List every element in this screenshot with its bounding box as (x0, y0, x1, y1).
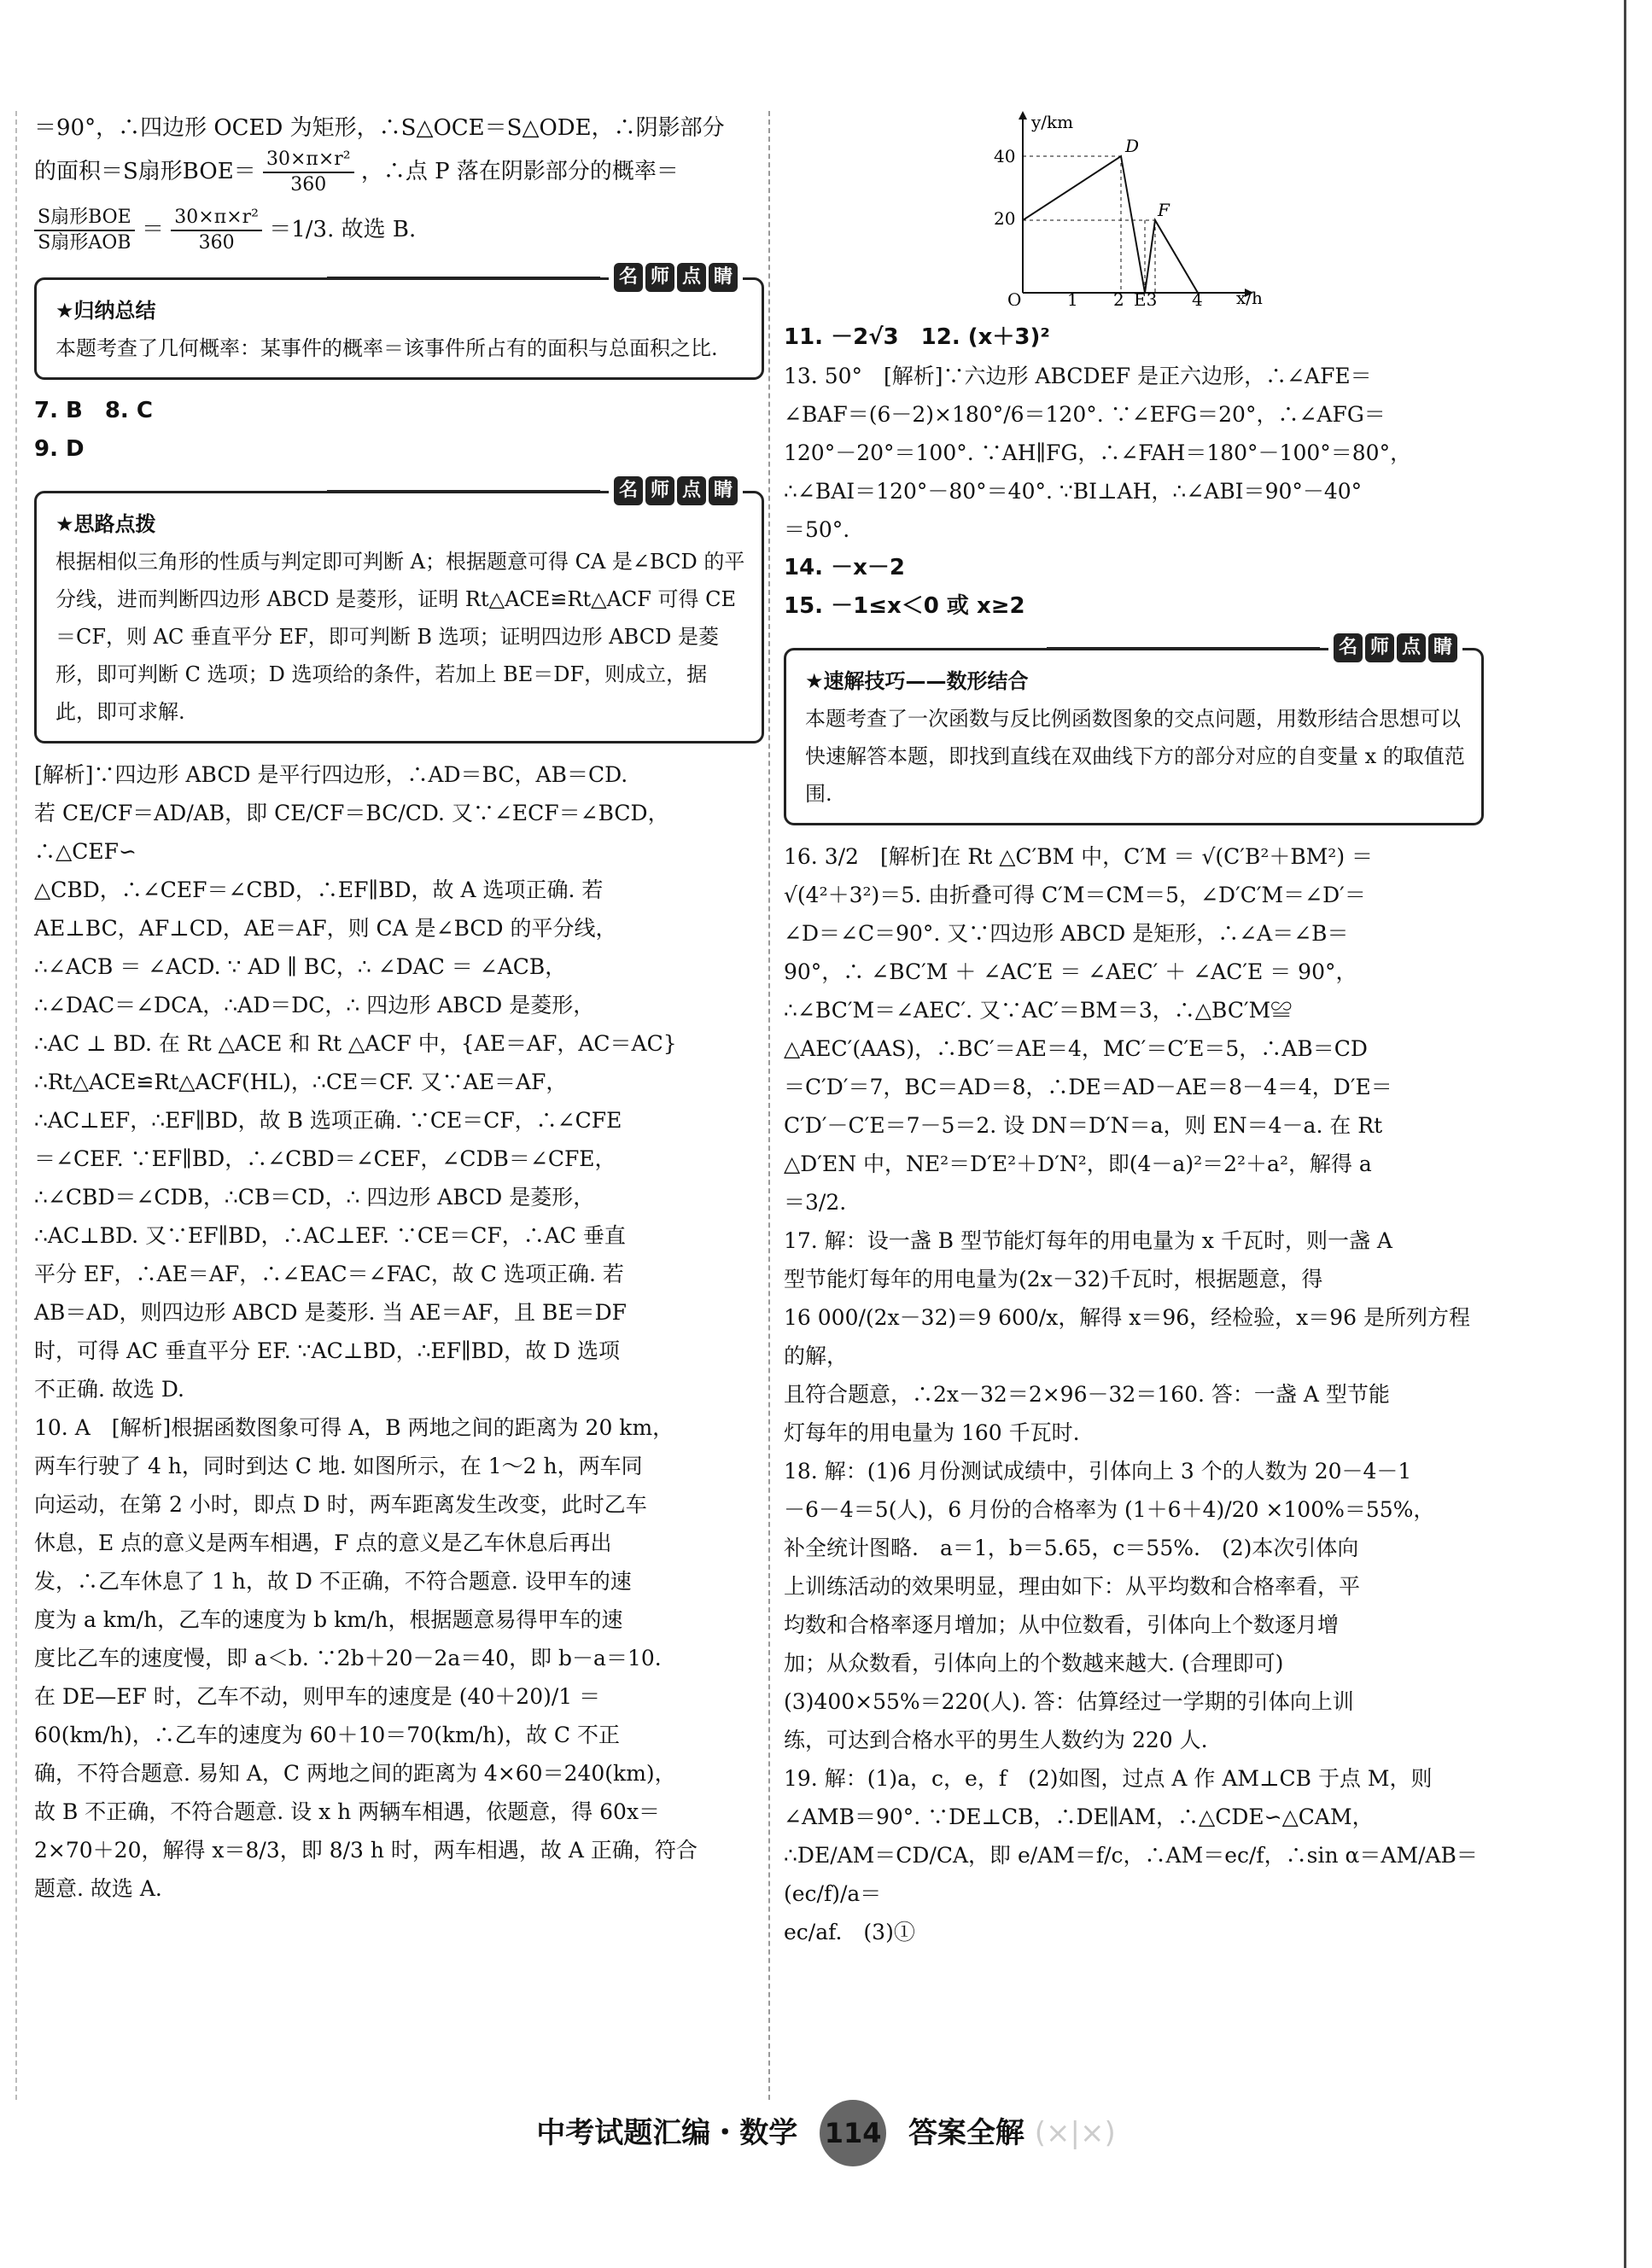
q9-analysis: [解析]∵四边形 ABCD 是平行四边形，∴AD＝BC，AB＝CD. 若 CE/CF＝AD/AB，即 CE/CF＝BC/CD. 又∵∠ECF＝∠BCD，∴△CEF∽ △CBD，∴∠CEF＝∠CBD，∴EF∥BD，故 A 选项正确. 若 AE⊥BC，AF⊥CD，AE＝AF，则 CA 是∠BCD 的平分线， ∴∠ACB ＝ ∠ACD. ∵ AD ∥ BC，∴ ∠DAC ＝ ∠ACB， ∴∠DAC＝∠DCA，∴AD＝DC，∴ 四边形 ABCD 是菱形， ∴AC ⊥ BD. 在 Rt △ACE 和 Rt △ACF 中，{AE＝AF，AC＝AC} ∴Rt△ACE≌Rt△ACF(HL)，∴CE＝CF. 又∵AE＝AF， ∴AC⊥EF，∴EF∥BD，故 B 选项正确. ∵CE＝CF，∴∠CFE ＝∠CEF. ∵EF∥BD，∴∠CBD＝∠CEF，∠CDB＝∠CFE， ∴∠CBD＝∠CDB，∴CB＝CD，∴ 四边形 ABCD 是菱形， ∴AC⊥BD. 又∵EF∥BD，∴AC⊥EF. ∵CE＝CF，∴AC 垂直 平分 EF，∴AE＝AF，∴∠EAC＝∠FAC，故 C 选项正确. 若 AB＝AD，则四边形 ABCD 是菱形. 当 AE＝AF，且 BE＝DF 时，可得 AC 垂直平分 EF. ∵AC⊥BD，∴EF∥BD，故 D 选项 不正确. 故选 D. (34, 762, 677, 1402)
page-number: 114 (820, 2100, 886, 2166)
box-title: ★思路点拨 (55, 512, 156, 536)
q6-line3: $\frac{\text{S扇形BOE}}{\text{S扇形AOB}}$ ＝ $\frac{\text{30×π×r²}}{360}$ ＝1/3. 故选 B. (34, 206, 764, 255)
answer-7-8: 7. B 8. C (34, 398, 153, 423)
tip-box-speed (784, 637, 1484, 825)
answer-11-12: 11. －2√3 12. (x＋3)² (784, 324, 1050, 350)
x-axis-label: x/h (1236, 288, 1263, 306)
page-edge (1624, 0, 1626, 2268)
q17-solution: 17. 解：设一盏 B 型节能灯每年的用电量为 x 千瓦时，则一盏 A 型节能灯每年的用电量为(2x－32)千瓦时，根据题意，得 16 000/(2x－32)＝9 600/x，解得 x＝96，经检验，x＝96 是所列方程的解， 且符合题意，∴2x－32＝2×96－32＝160. 答：一盏 A 型节能 灯每年的用电量为 160 千瓦时. (784, 1228, 1471, 1445)
q16-analysis: 16. 3/2 [解析]在 Rt △C′BM 中，C′M ＝ √(C′B²＋BM²) ＝ √(4²＋3²)＝5. 由折叠可得 C′M＝CM＝5，∠D′C′M＝∠D′＝ ∠D＝∠C＝90°. 又∵四边形 ABCD 是矩形，∴∠A＝∠B＝ 90°，∴ ∠BC′M ＋ ∠AC′E ＝ ∠AEC′ ＋ ∠AC′E ＝ 90°， ∴∠BC′M＝∠AEC′. 又∵AC′＝BM＝3，∴△BC′M≌ △AEC′(AAS)，∴BC′＝AE＝4，MC′＝C′E＝5，∴AB＝CD ＝C′D′＝7，BC＝AD＝8，∴DE＝AD－AE＝8－4＝4，D′E＝ C′D′－C′E＝7－5＝2. 设 DN＝D′N＝a，则 EN＝4－a. 在 Rt △D′EN 中，NE²＝D′E²＋D′N²，即(4－a)²＝2²＋a²，解得 a ＝3/2. (784, 844, 1392, 1215)
q6-line2: 的面积＝S扇形BOE＝ $\frac{\text{30×π×r²}}{360}$ ，∴点 P 落在阴影部分的概率＝ (34, 149, 679, 195)
probability-expansion: $\frac{\text{30×π×r²}}{360}$ (171, 206, 262, 255)
x-tick-e3: E3 (1134, 289, 1158, 306)
badge-mingshi: 名 师 点 睛 (609, 476, 743, 505)
x-tick-4: 4 (1192, 289, 1203, 306)
q10-analysis: 10. A [解析]根据函数图象可得 A，B 两地之间的距离为 20 km， 两车行驶了 4 h，同时到达 C 地. 如图所示，在 1～2 h，两车同 向运动，在第 2 小时，即点 D 时，两车距离发生改变，此时乙车 休息，E 点的意义是两车相遇，F 点的意义是乙车休息后再出 发，∴乙车休息了 1 h，故 D 不正确，不符合题意. 设甲车的速 度为 a km/h，乙车的速度为 b km/h，根据题意易得甲车的速 度比乙车的速度慢，即 a＜b. ∵2b＋20－2a＝40，即 b－a＝10. 在 DE—EF 时，乙车不动，则甲车的速度是 (40＋20)/1 ＝ 60(km/h)，∴乙车的速度为 60＋10＝70(km/h)，故 C 不正 确，不符合题意. 易知 A，C 两地之间的距离为 4×60＝240(km)， 故 B 不正确，不符合题意. 设 x h 两辆车相遇，依题意，得 60x＝ 2×70＋20，解得 x＝8/3，即 8/3 h 时，两车相遇，故 A 正确，符合 题意. 故选 A. (34, 1415, 698, 1901)
q13-analysis: 13. 50° [解析]∵六边形 ABCDEF 是正六边形，∴∠AFE＝ ∠BAF＝(6－2)×180°/6＝120°. ∵∠EFG＝20°，∴∠AFG＝ 120°－20°＝100°. ∵AH∥FG，∴∠FAH＝180°－100°＝80°， ∴∠BAI＝120°－80°＝40°. ∵BI⊥AH，∴∠ABI＝90°－40° ＝50°. (784, 364, 1412, 542)
column-divider (768, 111, 770, 2100)
tip-box-thinking (34, 480, 764, 743)
box-title: ★归纳总结 (55, 299, 156, 323)
x-tick-origin: O (1007, 289, 1022, 306)
footer-faint-mark: (×|×) (1034, 2116, 1116, 2150)
footer-section-title: 答案全解 (908, 2116, 1024, 2150)
answer-14: 14. －x－2 (784, 555, 905, 580)
answer-9: 9. D (34, 436, 85, 462)
badge-mingshi: 名 师 点 睛 (609, 263, 743, 292)
probability-fraction: $\frac{\text{S扇形BOE}}{\text{S扇形AOB}}$ (34, 206, 135, 255)
left-column (34, 109, 764, 1908)
box-text: 本题考查了一次函数与反比例函数图象的交点问题，用数形结合思想可以快速解答本题，即找到直线在双曲线下方的部分对应的自变量 x 的取值范围. (805, 707, 1465, 806)
graph-line (1023, 156, 1198, 293)
area-fraction: $\frac{\text{30×π×r²}}{360}$ (263, 148, 354, 197)
x-tick-1: 1 (1067, 289, 1078, 306)
x-tick-2: 2 (1113, 289, 1124, 306)
margin-line (15, 111, 17, 2100)
box-text: 根据相似三角形的性质与判定即可判断 A；根据题意可得 CA 是∠BCD 的平分线，进而判断四边形 ABCD 是菱形，证明 Rt△ACE≌Rt△ACF 可得 CE＝CF，则 AC 垂直平分 EF，即可判断 B 选项；证明四边形 ABCD 是菱形，即可判断 C 选项；D 选项给的条件，若加上 BE＝DF，则成立，据此，即可求解. (55, 550, 745, 724)
page-footer (0, 2100, 1652, 2166)
y-tick-40: 40 (994, 146, 1016, 166)
y-axis-arrow (1019, 111, 1027, 120)
badge-mingshi: 名 师 点 睛 (1328, 633, 1462, 662)
answer-15: 15. －1≤x＜0 或 x≥2 (784, 593, 1025, 619)
q6-line1: ＝90°，∴四边形 OCED 为矩形，∴S△OCE＝S△ODE，∴阴影部分 (34, 115, 725, 141)
y-axis-label: y/km (1031, 112, 1074, 132)
box-text: 本题考查了几何概率：某事件的概率＝该事件所占有的面积与总面积之比. (55, 336, 718, 360)
distance-time-graph (989, 109, 1270, 306)
y-tick-20: 20 (994, 208, 1016, 229)
box-title: ★速解技巧——数形结合 (805, 669, 1029, 693)
right-column (784, 109, 1484, 1951)
tip-box-summary (34, 266, 764, 380)
point-f: F (1158, 200, 1170, 220)
q19-solution: 19. 解：(1)a，c，e，f (2)如图，过点 A 作 AM⊥CB 于点 M，则 ∠AMB＝90°. ∵DE⊥CB，∴DE∥AM，∴△CDE∽△CAM， ∴DE/AM＝CD/CA，即 e/AM＝f/c，∴AM＝ec/f，∴sin α＝AM/AB＝(ec/f)/a＝ ec/af. (3)① (784, 1766, 1478, 1944)
point-d: D (1125, 136, 1140, 156)
footer-book-title: 中考试题汇编・数学 (536, 2116, 798, 2150)
q18-solution: 18. 解：(1)6 月份测试成绩中，引体向上 3 个的人数为 20－4－1 －6－4＝5(人)，6 月份的合格率为 (1＋6＋4)/20 ×100%＝55%， 补全统计图略. a＝1，b＝5.65，c＝55%. (2)本次引体向 上训练活动的效果明显，理由如下：从平均数和合格率看，平 均数和合格率逐月增加；从中位数看，引体向上个数逐月增 加；从众数看，引体向上的个数越来越大. (合理即可) (3)400×55%＝220(人). 答：估算经过一学期的引体向上训 练，可达到合格水平的男生人数约为 220 人. (784, 1459, 1435, 1752)
